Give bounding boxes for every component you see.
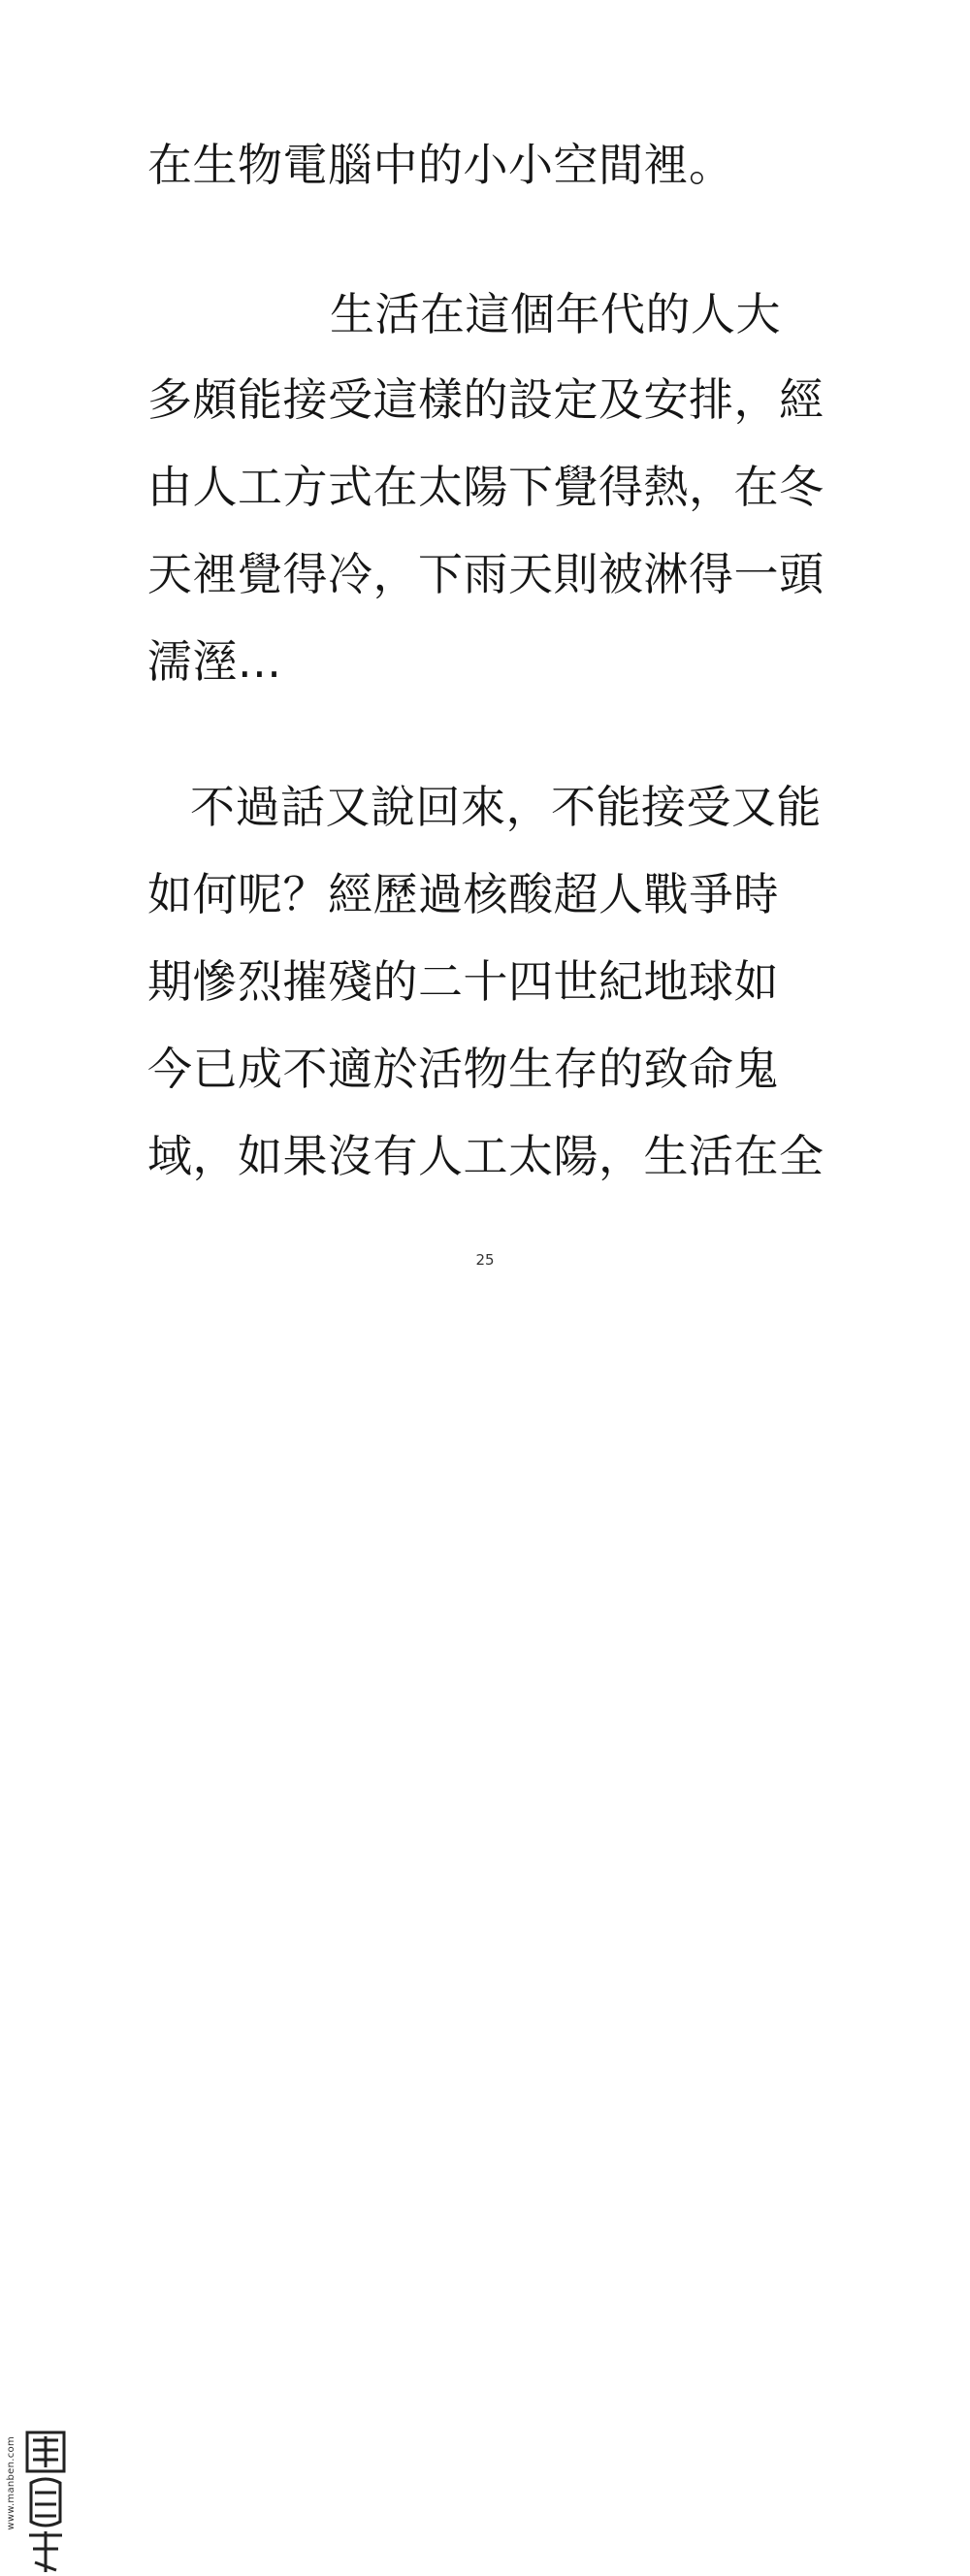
watermark-logo-icon (23, 2431, 68, 2576)
text-line-9: 期慘烈摧殘的二十四世紀地球如 (147, 955, 779, 1008)
text-line-7: 不過話又說回來，不能接受又能 (190, 781, 822, 833)
text-line-6: 濡溼... (147, 635, 282, 688)
text-line-4: 由人工方式在太陽下覺得熱，在冬 (147, 461, 824, 513)
text-line-2: 生活在這個年代的人大 (330, 288, 781, 340)
text-line-3: 多頗能接受這樣的設定及安排，經 (147, 373, 824, 426)
page-number: 25 (475, 1251, 495, 1269)
site-watermark (0, 1212, 70, 2530)
text-line-8: 如何呢？經歷過核酸超人戰爭時 (147, 868, 779, 920)
text-line-5: 天裡覺得冷，下雨天則被淋得一頭 (147, 548, 824, 600)
text-line-1: 在生物電腦中的小小空間裡。 (147, 139, 734, 191)
text-line-10: 今已成不適於活物生存的致命鬼 (147, 1043, 779, 1095)
text-line-11: 域，如果沒有人工太陽，生活在全 (147, 1130, 824, 1182)
watermark-url: www.manben.com (6, 2436, 16, 2530)
